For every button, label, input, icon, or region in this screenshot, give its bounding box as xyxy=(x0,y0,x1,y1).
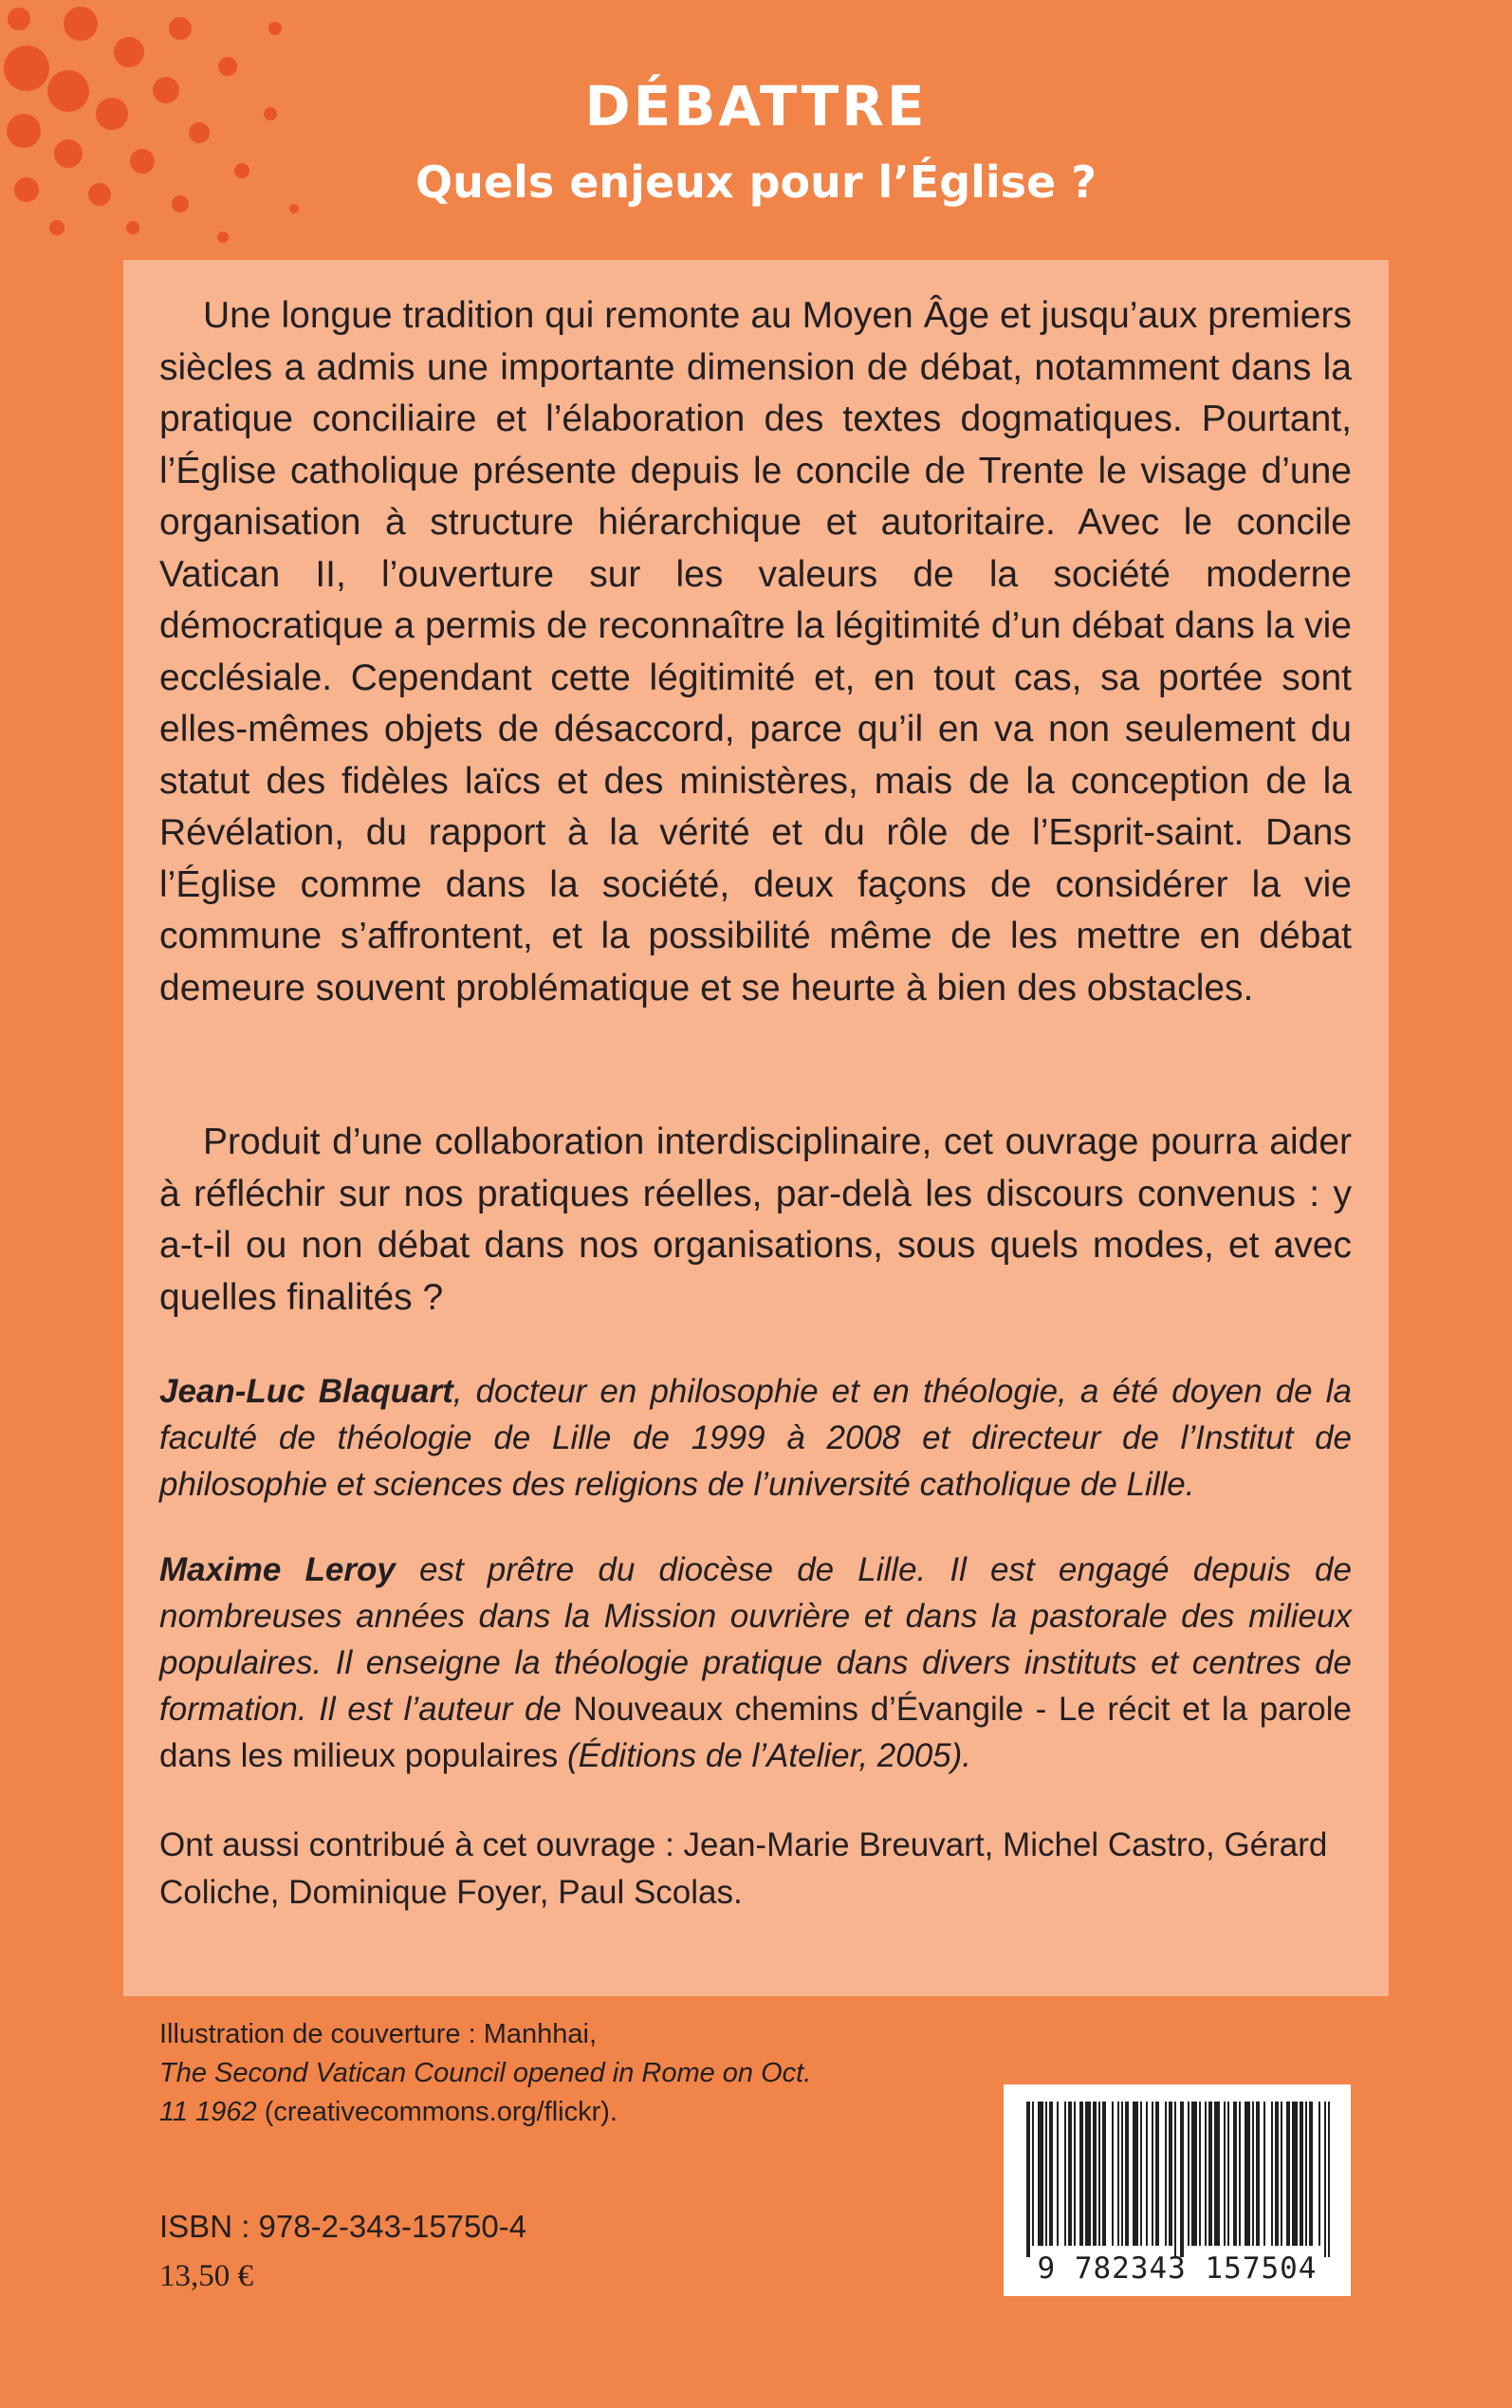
barcode-bar xyxy=(1305,2102,1307,2246)
barcode-bar xyxy=(1112,2102,1114,2246)
credit-line: Illustration de couverture : Manhhai, xyxy=(159,2019,598,2049)
barcode-bar xyxy=(1155,2102,1159,2246)
book-subtitle: Quels enjeux pour l’Église ? xyxy=(415,157,1097,208)
barcode-bar xyxy=(1032,2102,1034,2246)
barcode-bar xyxy=(1263,2102,1265,2246)
barcode-bar xyxy=(1093,2102,1097,2246)
barcode-bar xyxy=(1256,2102,1260,2246)
credit-work-title: The Second Vatican Council opened in Rome on Oct. 11 1962 xyxy=(159,2058,812,2127)
barcode-bar xyxy=(1239,2102,1241,2246)
barcode-bar xyxy=(1098,2102,1100,2246)
barcode-bar xyxy=(1281,2102,1282,2246)
barcode-bar xyxy=(1180,2102,1184,2257)
barcode-bar xyxy=(1140,2102,1142,2246)
isbn-barcode xyxy=(1004,2084,1351,2296)
author-bio-text: , docteur en philosophie et en théologie, a été doyen de la faculté de théologie de Lille de 1999 à 2008 et directeur de l’Institut de philosophie et sciences des religions de l’université catholique de Lille. xyxy=(159,1373,1352,1503)
barcode-bar xyxy=(1133,2102,1138,2246)
barcode-bar xyxy=(1271,2102,1273,2246)
barcode-bar xyxy=(1026,2102,1030,2257)
barcode-bar xyxy=(1324,2102,1326,2257)
author-bio xyxy=(159,1368,1352,1508)
author-bio-text: (Éditions de l’Atelier, 2005). xyxy=(558,1737,972,1774)
barcode-bar xyxy=(1286,2102,1290,2246)
author-book-title: Nouveaux chemins d’Évangile - Le récit et la parole dans les milieux populaires xyxy=(159,1691,1353,1774)
barcode-bar xyxy=(1292,2102,1298,2246)
barcode-bar xyxy=(1227,2102,1229,2246)
cover-illustration-credit xyxy=(159,2015,842,2132)
author-name: Maxime Leroy xyxy=(159,1551,396,1588)
credit-source: (creativecommons.org/flickr). xyxy=(256,2097,618,2127)
barcode-bar xyxy=(1188,2102,1189,2246)
barcode-bar xyxy=(1038,2102,1043,2246)
barcode-bar xyxy=(1318,2102,1320,2246)
barcode-bar xyxy=(1074,2102,1076,2246)
barcode-bar xyxy=(1169,2102,1172,2246)
barcode-digits: 9 782343 157504 xyxy=(1037,2251,1318,2286)
barcode-bar xyxy=(1057,2102,1059,2246)
isbn: ISBN : 978-2-343-15750-4 xyxy=(159,2209,527,2244)
barcode-bar xyxy=(1275,2102,1279,2246)
barcode-bar xyxy=(1328,2102,1330,2257)
barcode-bar xyxy=(1233,2102,1237,2246)
barcode-bar xyxy=(1252,2102,1254,2246)
barcode-bar xyxy=(1064,2102,1066,2246)
barcode-bar xyxy=(1224,2102,1226,2246)
barcode-bar xyxy=(1214,2102,1220,2246)
contributors: Ont aussi contribué à cet ouvrage : Jean-Marie Breuvart, Michel Castro, Gérard Coliche, Dominique Foyer, Paul Scolas. xyxy=(159,1826,1328,1911)
author-bio-text: est prêtre du diocèse de Lille. Il est engagé depuis de nombreuses années dans la Mission ouvrière et dans la pastorale des milieux populaires. Il enseigne la théologie pratique dans divers instituts et centres de formation. Il est l’auteur de xyxy=(159,1551,1352,1728)
barcode-bar xyxy=(1191,2102,1197,2246)
barcode-bar xyxy=(1199,2102,1201,2246)
barcode-bar xyxy=(1146,2102,1148,2246)
barcode-bar xyxy=(1152,2102,1153,2246)
barcode-bar xyxy=(1300,2102,1303,2246)
barcode-bar xyxy=(1121,2102,1123,2246)
barcode-bar xyxy=(1174,2102,1176,2257)
barcode-bar xyxy=(1117,2102,1119,2246)
barcode-bar xyxy=(1165,2102,1167,2246)
barcode-bar xyxy=(1049,2102,1053,2246)
barcode-bar xyxy=(1309,2102,1313,2246)
barcode-bar xyxy=(1245,2102,1250,2246)
summary-paragraph: Une longue tradition qui remonte au Moyen Âge et jusqu’aux premiers siècles a admis une importante dimension de débat, notamment dans la pratique conciliaire et l’élaboration des textes dogmatiques. Pourtant, l’Église catholique présente depuis le concile de Trente le visage d’une organisation à structure hiérarchique et autoritaire. Avec le concile Vatican II, l’ouverture sur les valeurs de la société moderne démocratique a permis de reconnaître la légitimité d’un débat dans la vie ecclésiale. Cependant cette légitimité et, en tout cas, sa portée sont elles-mêmes objets de désaccord, parce qu’il en va non seulement du statut des fidèles laïcs et des ministères, mais de la conception de la Révélation, du rapport à la vérité et du rôle de l’Esprit-saint. Dans l’Église comme dans la société, deux façons de considérer la vie commune s’affrontent, et la possibilité même de les mettre en débat demeure souvent problématique et se heurte à bien des obstacles. xyxy=(159,295,1352,1009)
barcode-bar xyxy=(1102,2102,1106,2246)
barcode-bar xyxy=(1068,2102,1072,2246)
author-name: Jean-Luc Blaquart xyxy=(159,1373,453,1410)
barcode-bar xyxy=(1125,2102,1129,2246)
book-title: DÉBATTRE xyxy=(584,74,928,139)
barcode-bar xyxy=(1205,2102,1207,2246)
summary-paragraph: Produit d’une collaboration interdisciplinaire, cet ouvrage pourra aider à réfléchir sur nos pratiques réelles, par-delà les discours convenus : y a-t-il ou non débat dans nos organisations, sous quels modes, et avec quelles finalités ? xyxy=(159,1121,1352,1318)
barcode-bar xyxy=(1085,2102,1091,2246)
author-bio xyxy=(159,1547,1352,1779)
barcode-bar xyxy=(1208,2102,1212,2246)
price: 13,50 € xyxy=(159,2259,253,2293)
barcode-bar xyxy=(1079,2102,1083,2246)
barcode-bar xyxy=(1045,2102,1047,2246)
